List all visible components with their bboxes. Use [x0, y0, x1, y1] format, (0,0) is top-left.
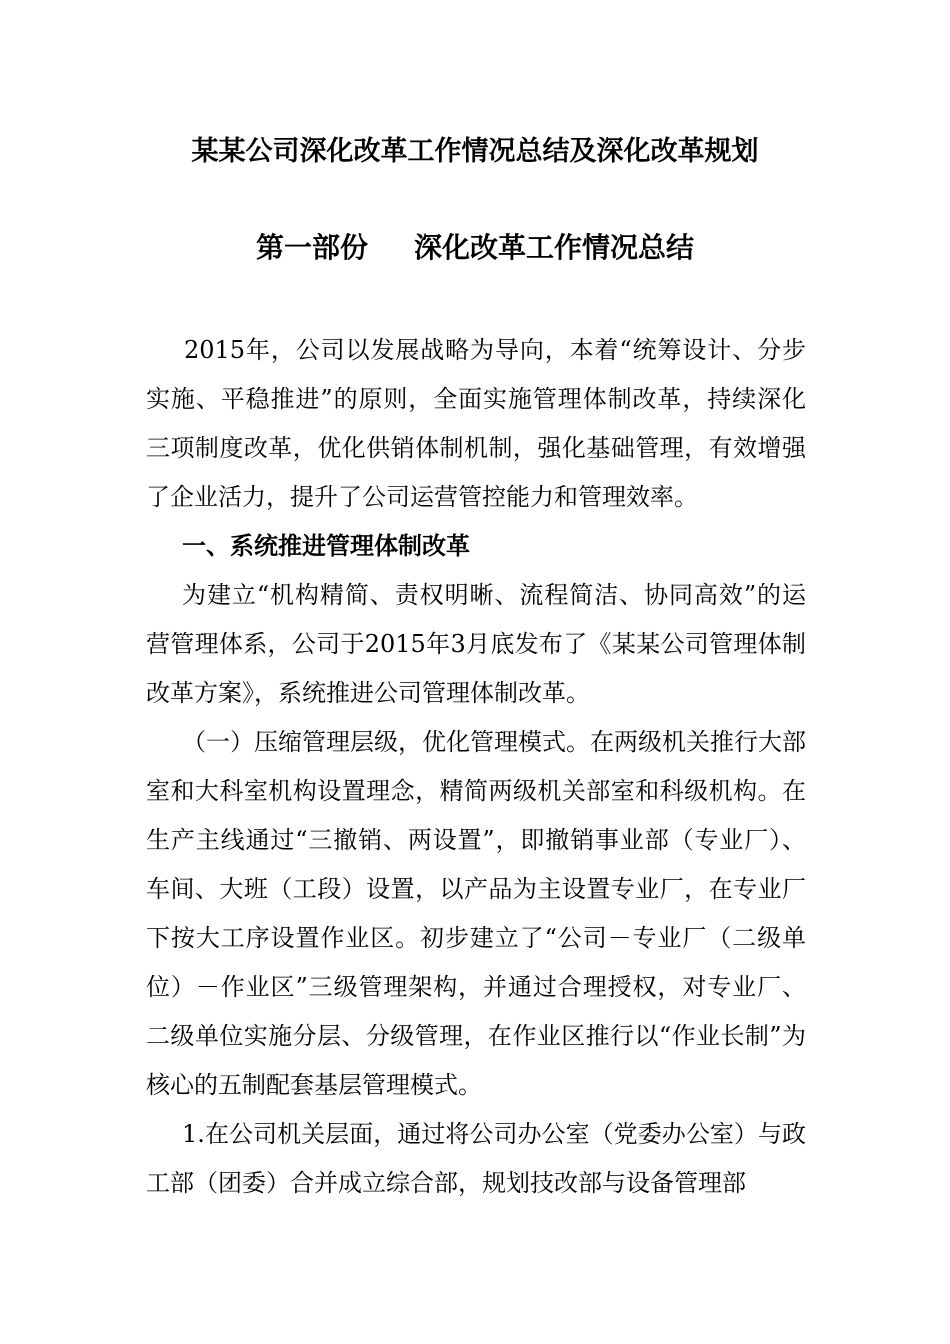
document-title: 某某公司深化改革工作情况总结及深化改革规划	[191, 136, 759, 167]
part-heading: 深化改革工作情况总结	[414, 231, 695, 264]
paragraph-subsection-1: （一）压缩管理层级，优化管理模式。在两级机关推行大部室和大科室机构设置理念，精简两级机关部室和科级机构。在生产主线通过“三撤销、两设置”，即撤销事业部（专业厂）、车间、大班（工段）设置，以产品为主设置专业厂，在专业厂下按大工序设置作业区。初步建立了“公司－专业厂（二级单位）－作业区”三级管理架构，并通过合理授权，对专业厂、二级单位实施分层、分级管理，在作业区推行以“作业长制”为核心的五制配套基层管理模式。	[146, 728, 806, 1099]
section-heading: 一、系统推进管理体制改革	[182, 532, 470, 560]
paragraph-item-1: 1.在公司机关层面，通过将公司办公室（党委办公室）与政工部（团委）合并成立综合部，规划技改部与设备管理部	[146, 1120, 806, 1197]
paragraph-intro: 2015年，公司以发展战略为导向，本着“统筹设计、分步实施、平稳推进”的原则，全面实施管理体制改革，持续深化三项制度改革，优化供销体制机制，强化基础管理，有效增强了企业活力，提升了公司运营管控能力和管理效率。	[146, 336, 806, 511]
part-label: 第一部份	[255, 231, 368, 264]
document-body	[146, 326, 806, 1208]
paragraph-section-intro: 为建立“机构精简、责权明晰、流程简洁、协同高效”的运营管理体系，公司于2015年3月底发布了《某某公司管理体制改革方案》，系统推进公司管理体制改革。	[146, 581, 806, 707]
part-title	[0, 222, 950, 274]
